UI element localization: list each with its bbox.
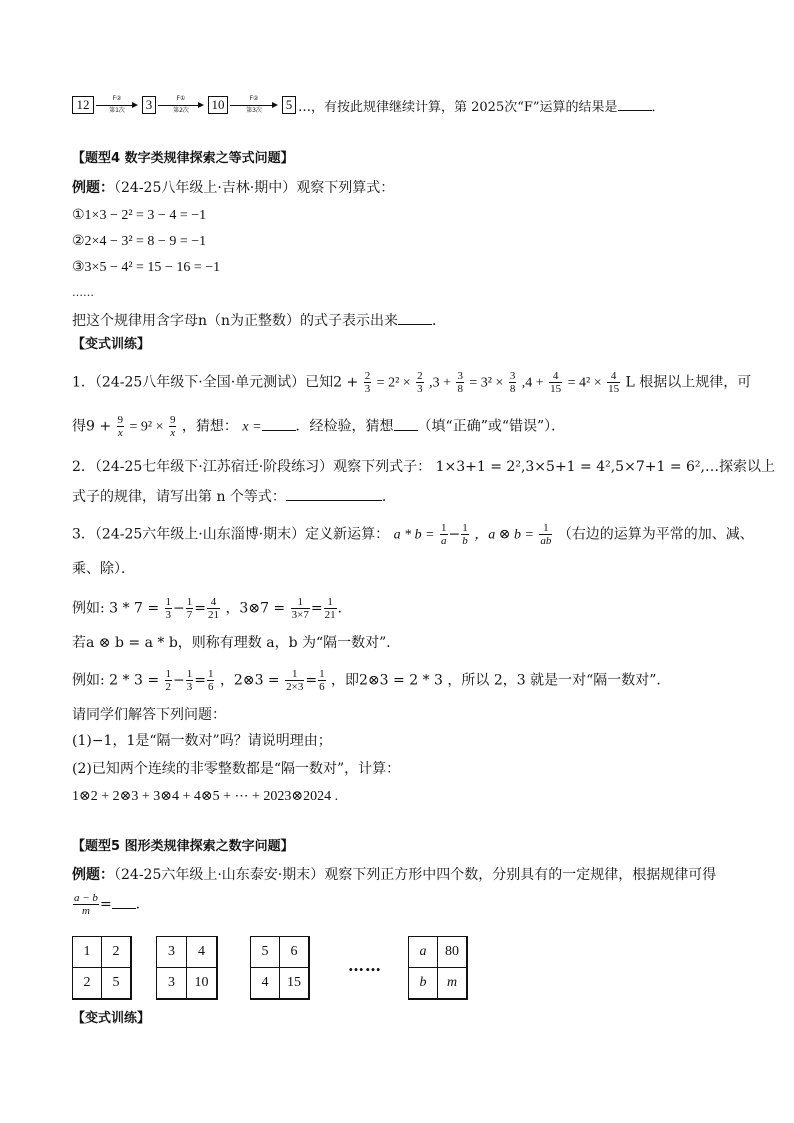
q3-instruction: 请同学们解答下列问题： [72, 707, 226, 723]
variant-training-heading: 【变式训练】 [72, 337, 151, 352]
fraction: $\frac{1}{3}$ [186, 668, 193, 693]
fraction: $\frac{a - b}{m}$ [74, 892, 98, 917]
square-cell: 6 [279, 936, 309, 968]
question-ask: 把这个规律用含字母n（n为正整数）的式子表示出来 ． [72, 310, 446, 330]
number-square-3 [250, 936, 310, 1000]
fraction: $\frac{4}{15}$ [550, 370, 562, 395]
square-cell: 80 [437, 936, 467, 968]
square-cell: 2 [72, 967, 102, 999]
fraction: $\frac{1}{7}$ [186, 596, 193, 621]
q3-part-2: (2)已知两个连续的非零整数都是“隔一数对”，计算： [72, 761, 401, 777]
number-square-1 [72, 936, 132, 1000]
fraction: $\frac{1}{3\times 7}$ [291, 596, 309, 621]
fraction: $\frac{1}{a}$ [441, 522, 447, 547]
fraction: $\frac{1}{6}$ [319, 668, 325, 693]
q1-line-2: 得9 + $\frac{9}{x}$ = 9² × $\frac{9}{x}$ ，猜想： x = ．经检验，猜想 （填“正确”或“错误”）． [72, 414, 566, 439]
fraction: $\frac{4}{21}$ [207, 596, 219, 621]
chain-arrow-1 [96, 96, 138, 116]
square-cell: 5 [101, 967, 131, 999]
equation-2: ②2×4 − 3² = 8 − 9 = −1 [72, 234, 207, 249]
arrow-step-label: 第2次 [173, 107, 189, 114]
answer-blank [286, 486, 382, 501]
fraction: $\frac{4}{15}$ [608, 370, 620, 395]
fraction: $\frac{9}{x}$ [117, 414, 124, 439]
fraction: $\frac{2}{3}$ [417, 370, 423, 395]
square-cell: 10 [186, 967, 217, 999]
fraction: $\frac{1}{3}$ [165, 596, 172, 621]
square-cell: 15 [279, 967, 309, 999]
chain-question-text: …，有按此规律继续计算，第 2025次“F”运算的结果是 [298, 100, 618, 115]
arrow-step-label: 第3次 [246, 107, 262, 114]
q3-example-2: 例如: 2 * 3 = $\frac{1}{2}$ − $\frac{1}{3}$ = $\frac{1}{6}$ ，2⊗3 = $\frac{1}{2\times 3}$ = $\frac{1}{6}$ ，即2⊗3 = 2 * 3 ，所以 2，3 就是一对“隔一数对”． [72, 668, 671, 693]
arrow-step-label: 第1次 [109, 107, 125, 114]
chain-arrow-3 [230, 96, 278, 116]
q3-sum-expression: 1⊗2 + 2⊗3 + 3⊗4 + 4⊗5 + ⋯ + 2023⊗2024 . [72, 789, 339, 804]
variant-training-heading: 【变式训练】 [72, 1011, 151, 1026]
q3-line-1: 3．（24-25六年级上·山东淄博·期末）定义新运算： a * b = $\frac{1}{a}$ − $\frac{1}{b}$ ，a ⊗ b = $\frac{1}{ab}$ （右边的运算为平常的加、减、 [72, 522, 754, 547]
answer-blank [394, 416, 418, 431]
arrow-op-label: F① [176, 95, 186, 102]
section-4-heading: 【题型4 数字类规律探索之等式问题】 [72, 151, 294, 166]
fraction: $\frac{1}{ab}$ [540, 522, 552, 547]
number-square-4 [408, 936, 468, 1000]
arrow-op-label: F② [249, 95, 259, 102]
square-cell: a [408, 936, 438, 968]
fraction: $\frac{3}{8}$ [457, 370, 463, 395]
square-cell: b [408, 967, 438, 999]
answer-blank [618, 96, 652, 111]
example-line: 例题：（24-25八年级上·吉林·期中）观察下列算式： [72, 180, 395, 196]
fraction: $\frac{2}{3}$ [364, 370, 371, 395]
q3-example-1: 例如: 3 * 7 = $\frac{1}{3}$ − $\frac{1}{7}$ = $\frac{4}{21}$ ，3⊗7 = $\frac{1}{3\times 7}$ = $\frac{1}{21}$ ． [72, 596, 352, 621]
ellipsis: …… [72, 286, 94, 299]
q3-part-1: (1)−1，1是“隔一数对”吗？请说明理由； [72, 733, 332, 749]
square-cell: 3 [156, 936, 187, 968]
equation-1: ①1×3 − 2² = 3 − 4 = −1 [72, 208, 207, 223]
q3-definition: 若a ⊗ b = a * b，则称有理数 a，b 为“隔一数对”． [72, 635, 401, 651]
chain-box-2: 3 [142, 96, 156, 114]
q2-line-2: 式子的规律，请写出第 n 个等式： ． [72, 486, 396, 506]
square-cell: 5 [250, 936, 280, 968]
q2-line-1: 2．（24-25七年级下·江苏宿迁·阶段练习）观察下列式子： 1×3+1 = 2²,3×5+1 = 4²,5×7+1 = 6²,…探索以上 [72, 459, 775, 475]
arrow-op-label: F② [112, 95, 122, 102]
continuation-dots: …… [348, 956, 382, 975]
q1-line-1: 1．（24-25八年级下·全国·单元测试）已知2 + $\frac{2}{3}$ = 2² × $\frac{2}{3}$ ,3 + $\frac{3}{8}$ = 3² × $\frac{3}{8}$ ,4 + $\frac{4}{15}$ = 4² × $\frac{4}{15}$ L 根据以上规律，可 [72, 370, 752, 395]
chain-arrow-2 [158, 96, 204, 116]
fraction: $\frac{9}{x}$ [169, 414, 176, 439]
chain-box-4: 5 [282, 96, 296, 114]
answer-blank [112, 894, 136, 909]
equation-3: ③3×5 − 4² = 15 − 16 = −1 [72, 260, 221, 275]
square-cell: 2 [101, 936, 131, 968]
answer-blank [262, 416, 296, 431]
answer-line: $\frac{a - b}{m}$ = ． [74, 892, 150, 917]
square-cell: m [437, 967, 467, 999]
square-cell: 3 [156, 967, 187, 999]
square-cell: 4 [250, 967, 280, 999]
chain-box-1: 12 [72, 96, 94, 114]
fraction: $\frac{1}{6}$ [207, 668, 214, 693]
example-line: 例题：（24-25六年级上·山东泰安·期末）观察下列正方形中四个数，分别具有的一定规律，根据规律可得 [72, 867, 717, 883]
fraction: $\frac{1}{b}$ [462, 522, 468, 547]
fraction: $\frac{3}{8}$ [509, 370, 516, 395]
number-square-2 [156, 936, 218, 1000]
answer-blank [398, 310, 432, 325]
square-cell: 1 [72, 936, 102, 968]
q3-line-2: 乘、除）． [72, 561, 135, 577]
section-5-heading: 【题型5 图形类规律探索之数字问题】 [72, 839, 294, 854]
square-cell: 4 [186, 936, 217, 968]
fraction: $\frac{1}{2\times 3}$ [286, 668, 304, 693]
fraction: $\frac{1}{21}$ [324, 596, 336, 621]
chain-box-3: 10 [208, 96, 228, 114]
fraction: $\frac{1}{2}$ [165, 668, 172, 693]
